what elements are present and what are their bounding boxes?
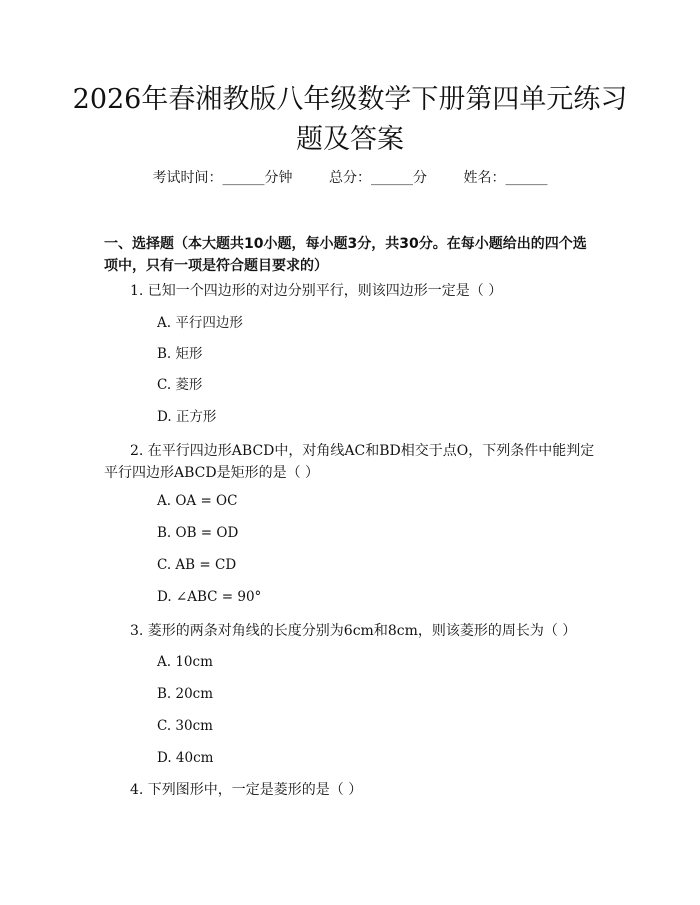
question-1-option-a: A. 平行四边形 — [157, 315, 243, 331]
time-unit: 分钟 — [264, 170, 293, 186]
question-2-option-c: C. AB = CD — [157, 557, 237, 573]
exam-time — [153, 170, 293, 186]
section-heading: 一、选择题（本大题共10小题，每小题3分，共30分。在每小题给出的四个选项中，只有一项是符合题目要求的） — [104, 236, 587, 274]
question-1: 1. 已知一个四边形的对边分别平行，则该四边形一定是（ ） — [130, 283, 503, 299]
exam-score — [329, 170, 427, 186]
exam-name — [463, 170, 547, 186]
question-3-option-b: B. 20cm — [157, 686, 214, 702]
question-1-option-d: D. 正方形 — [157, 409, 217, 425]
question-3-option-a: A. 10cm — [157, 654, 213, 670]
question-1-option-c: C. 菱形 — [157, 377, 203, 393]
question-3-option-c: C. 30cm — [157, 718, 213, 734]
question-2-option-a: A. OA = OC — [157, 493, 238, 509]
question-3: 3. 菱形的两条对角线的长度分别为6cm和8cm，则该菱形的周长为（ ） — [130, 623, 577, 639]
time-blank: ______ — [222, 170, 265, 186]
time-label: 考试时间： — [152, 170, 223, 186]
exam-meta — [0, 168, 700, 188]
question-4: 4. 下列图形中，一定是菱形的是（ ） — [130, 782, 363, 798]
score-blank: ______ — [371, 170, 413, 186]
question-1-option-b: B. 矩形 — [157, 346, 203, 362]
document-title: 2026年春湘教版八年级数学下册第四单元练习题及答案 — [72, 84, 628, 155]
score-label: 总分： — [329, 170, 371, 186]
score-unit: 分 — [413, 170, 427, 186]
question-2: 2. 在平行四边形ABCD中，对角线AC和BD相交于点O，下列条件中能判定平行四边形ABCD是矩形的是（ ） — [104, 443, 595, 481]
name-blank: ______ — [505, 170, 548, 186]
question-3-option-d: D. 40cm — [157, 750, 214, 766]
name-label: 姓名： — [463, 170, 506, 186]
question-2-option-d: D. ∠ABC = 90° — [157, 589, 262, 605]
question-2-option-b: B. OB = OD — [157, 525, 239, 541]
